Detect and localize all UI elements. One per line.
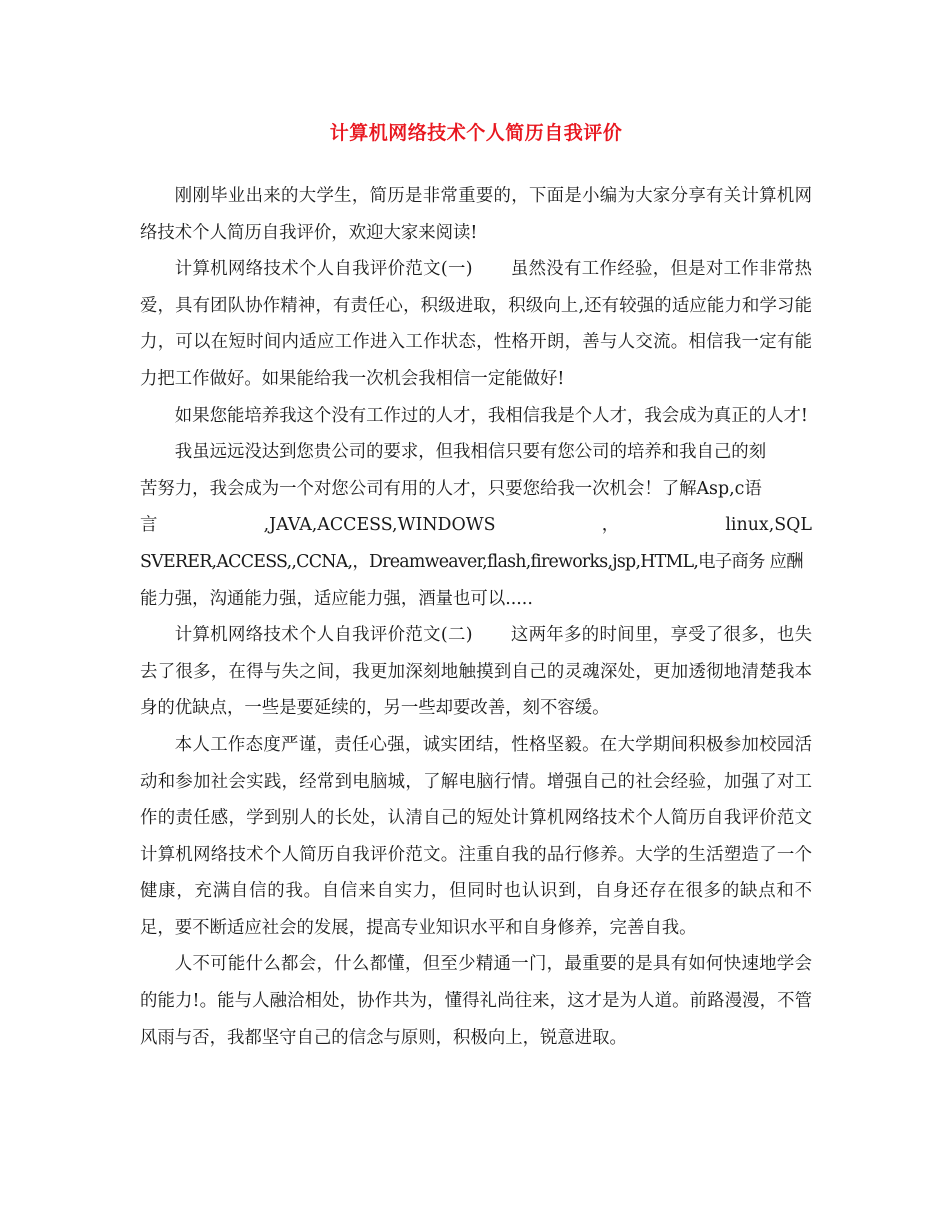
paragraph-4-line-3-c: ， <box>601 515 620 536</box>
sample1-heading: 计算机网络技术个人自我评价范文(一) <box>174 259 473 280</box>
sample1-text: 虽然没有工作经验，但是对工作非常热爱，具有团队协作精神，有责任心，积级进取，积级向上,还有较强的适应能力和学习能力，可以在短时间内适应工作进入工作状态，性格开朗，善与人交流。相信我一定有能力把工作做好。如果能给我一次机会我相信一定能做好! <box>140 259 812 389</box>
paragraph-4-line-3-d: linux,SQL <box>725 515 812 536</box>
paragraph-4-line-3-a: 言 <box>140 515 158 536</box>
paragraph-4 <box>140 434 812 617</box>
paragraph-6: 本人工作态度严谨，责任心强，诚实团结，性格坚毅。在大学期间积极参加校园活动和参加社会实践，经常到电脑城，了解电脑行情。增强自己的社会经验，加强了对工作的责任感，学到别人的长处，认清自己的短处计算机网络技术个人简历自我评价范文计算机网络技术个人简历自我评价范文。注重自我的品行修养。大学的生活塑造了一个健康，充满自信的我。自信来自实力，但同时也认识到，自身还存在很多的缺点和不足，要不断适应社会的发展，提高专业知识水平和自身修养，完善自我。 <box>140 734 812 938</box>
sample2-text: 这两年多的时间里，享受了很多，也失去了很多，在得与失之间，我更加深刻地触摸到自己的灵魂深处，更加透彻地清楚我本身的优缺点，一些是要延续的，另一些却要改善，刻不容缓。 <box>140 625 812 719</box>
sample2-paragraph <box>140 617 812 727</box>
paragraph-4-line-5: 能力强，沟通能力强，适应能力强，酒量也可以..... <box>140 588 533 609</box>
sample1-paragraph <box>140 251 812 397</box>
sample2-heading: 计算机网络技术个人自我评价范文(二) <box>174 625 473 646</box>
document-page <box>140 118 812 1056</box>
paragraph-4-line-4: SVERER,ACCESS,,CCNA,，Dreamweaver,flash,fireworks,jsp,HTML,电子商务 应酬 <box>140 551 803 572</box>
intro-paragraph: 刚刚毕业出来的大学生，简历是非常重要的，下面是小编为大家分享有关计算机网络技术个人简历自我评价，欢迎大家来阅读! <box>140 186 812 243</box>
paragraph-4-line-3-b: ,JAVA,ACCESS,WINDOWS <box>263 515 496 536</box>
paragraph-4-line-2: 苦努力，我会成为一个对您公司有用的人才，只要您给我一次机会！了解Asp,c语 <box>140 478 762 499</box>
paragraph-7: 人不可能什么都会，什么都懂，但至少精通一门，最重要的是具有如何快速地学会的能力!。能与人融洽相处，协作共为，懂得礼尚往来，这才是为人道。前路漫漫，不管风雨与否，我都坚守自己的信念与原则，积极向上，锐意进取。 <box>140 954 812 1048</box>
paragraph-4-line-1: 我虽远远没达到您贵公司的要求，但我相信只要有您公司的培养和我自己的刻 <box>174 442 767 463</box>
document-title: 计算机网络技术个人简历自我评价 <box>329 122 623 144</box>
paragraph-3: 如果您能培养我这个没有工作过的人才，我相信我是个人才，我会成为真正的人才! <box>174 405 808 426</box>
paragraph-4-line-3 <box>140 507 812 544</box>
